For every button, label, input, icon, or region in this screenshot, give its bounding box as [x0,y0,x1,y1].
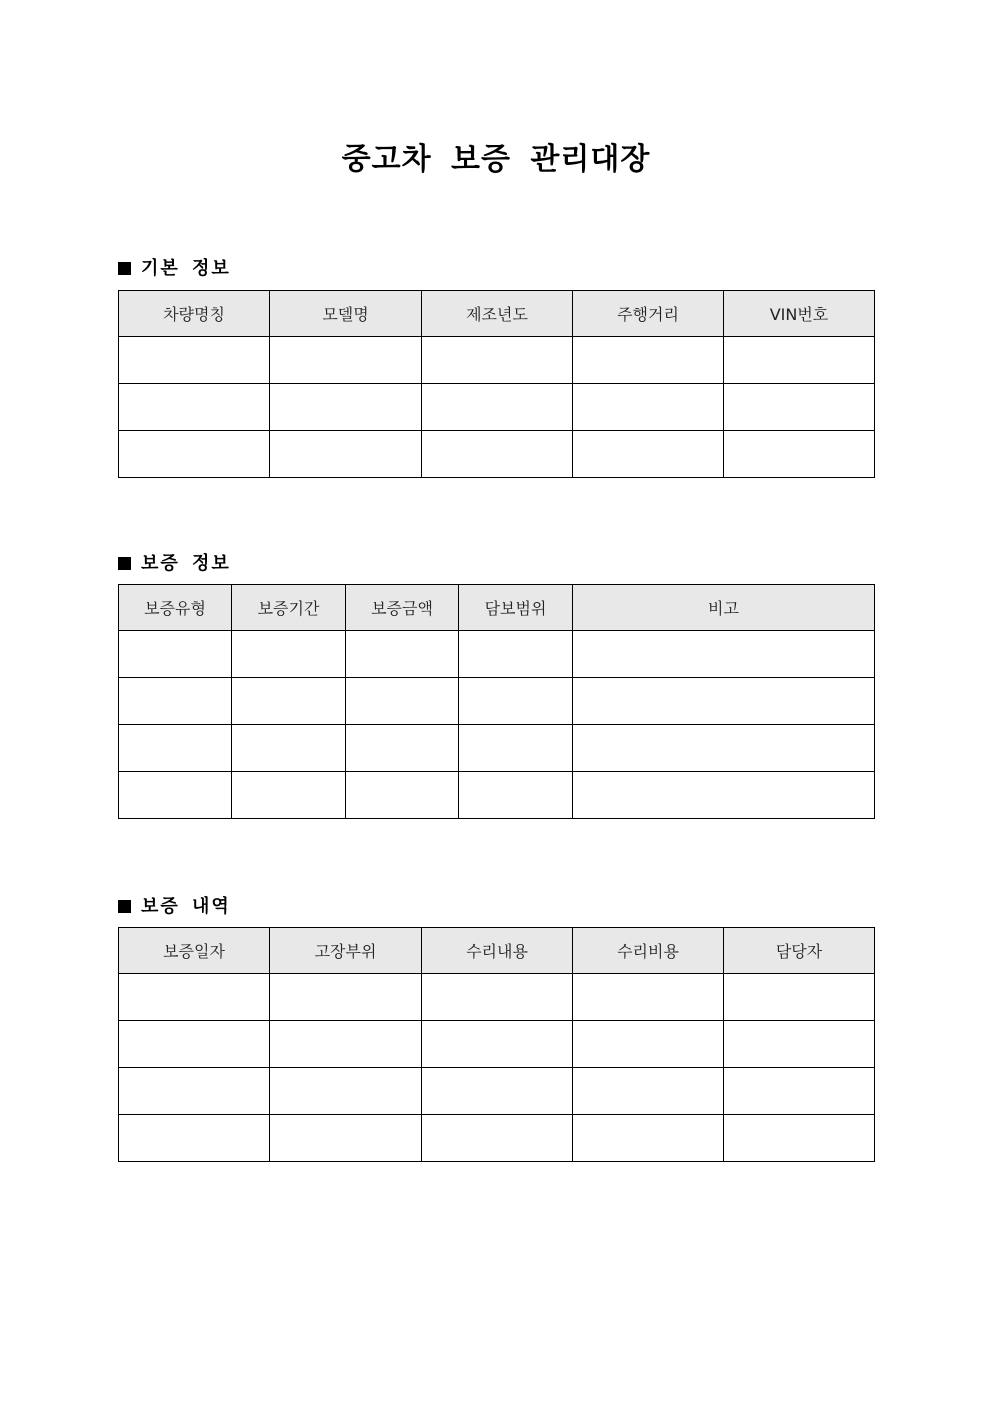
table-cell[interactable] [724,384,875,431]
table-cell[interactable] [119,974,270,1021]
column-header: 비고 [573,585,875,631]
section-heading-basic-info [118,254,231,280]
table-cell[interactable] [232,631,346,678]
table-row [119,384,875,431]
table-cell[interactable] [724,1115,875,1162]
table-row [119,431,875,478]
column-header: 수리비용 [573,928,724,974]
table-cell[interactable] [573,384,724,431]
section-heading-warranty-history [118,892,231,918]
table-cell[interactable] [459,631,573,678]
table-cell[interactable] [270,337,422,384]
table-cell[interactable] [346,631,459,678]
table-cell[interactable] [270,1021,422,1068]
table-cell[interactable] [573,974,724,1021]
header-row [119,585,875,631]
section-heading-warranty-info [118,549,231,575]
table-cell[interactable] [119,1115,270,1162]
table-cell[interactable] [422,431,573,478]
column-header: 고장부위 [270,928,422,974]
basic-info-table [118,290,875,478]
column-header: 보증유형 [119,585,232,631]
table-row [119,1115,875,1162]
table-cell[interactable] [422,1115,573,1162]
table-cell[interactable] [119,1068,270,1115]
table-row [119,337,875,384]
table-cell[interactable] [119,725,232,772]
heading-text: 보증 내역 [141,896,231,917]
column-header: 보증일자 [119,928,270,974]
table-cell[interactable] [346,678,459,725]
square-bullet-icon [118,900,131,913]
table-row [119,725,875,772]
table-cell[interactable] [119,772,232,819]
column-header: 담당자 [724,928,875,974]
square-bullet-icon [118,557,131,570]
table-row [119,631,875,678]
table-cell[interactable] [119,337,270,384]
document-title: 중고차 보증 관리대장 [341,142,651,177]
table-cell[interactable] [573,431,724,478]
table-cell[interactable] [232,678,346,725]
table-cell[interactable] [422,384,573,431]
warranty-history-table [118,927,875,1162]
table-cell[interactable] [459,772,573,819]
table-cell[interactable] [459,678,573,725]
table-cell[interactable] [724,1068,875,1115]
table-cell[interactable] [573,631,875,678]
table-cell[interactable] [346,725,459,772]
table-cell[interactable] [573,725,875,772]
column-header: VIN번호 [724,291,875,337]
table-cell[interactable] [724,974,875,1021]
table-cell[interactable] [573,337,724,384]
table-row [119,974,875,1021]
column-header: 보증금액 [346,585,459,631]
column-header: 보증기간 [232,585,346,631]
table-cell[interactable] [573,1068,724,1115]
table-cell[interactable] [232,772,346,819]
table-cell[interactable] [119,631,232,678]
table-row [119,1068,875,1115]
table-cell[interactable] [270,1115,422,1162]
column-header: 주행거리 [573,291,724,337]
column-header: 모델명 [270,291,422,337]
table-cell[interactable] [724,1021,875,1068]
table-cell[interactable] [724,337,875,384]
heading-text: 기본 정보 [141,258,231,279]
table-row [119,772,875,819]
header-row [119,928,875,974]
table-cell[interactable] [573,1115,724,1162]
column-header: 수리내용 [422,928,573,974]
table-cell[interactable] [459,725,573,772]
table-cell[interactable] [270,384,422,431]
table-cell[interactable] [724,431,875,478]
table-cell[interactable] [119,678,232,725]
warranty-info-table [118,584,875,819]
table-cell[interactable] [573,772,875,819]
table-cell[interactable] [119,384,270,431]
heading-text: 보증 정보 [141,553,231,574]
column-header: 제조년도 [422,291,573,337]
table-cell[interactable] [346,772,459,819]
table-cell[interactable] [232,725,346,772]
table-cell[interactable] [573,678,875,725]
table-cell[interactable] [573,1021,724,1068]
table-row [119,678,875,725]
table-cell[interactable] [422,1068,573,1115]
table-row [119,1021,875,1068]
table-cell[interactable] [270,974,422,1021]
table-cell[interactable] [119,431,270,478]
table-cell[interactable] [119,1021,270,1068]
table-cell[interactable] [422,974,573,1021]
table-cell[interactable] [270,1068,422,1115]
column-header: 담보범위 [459,585,573,631]
header-row [119,291,875,337]
table-cell[interactable] [422,337,573,384]
square-bullet-icon [118,262,131,275]
table-cell[interactable] [422,1021,573,1068]
table-cell[interactable] [270,431,422,478]
column-header: 차량명칭 [119,291,270,337]
